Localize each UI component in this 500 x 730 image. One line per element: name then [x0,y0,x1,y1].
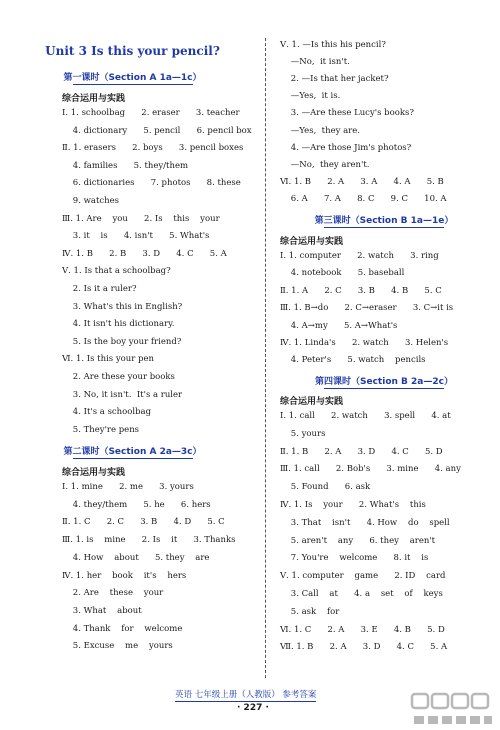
answer-line: 2. Is it a ruler? [62,284,137,294]
answer-line: —No, they aren't. [280,159,370,170]
section-4-title: 第四课时（Section B 2a—2c） [315,377,453,387]
answer-line: Ⅱ. 1. A 2. C 3. B 4. B 5. C [280,285,442,296]
answer-line: 6. dictionaries 7. photos 8. these [62,178,241,189]
answer-line: 4. families 5. they/them [62,160,189,171]
answer-line: 4. It's a schoolbag [62,407,152,418]
answer-line: —Yes, it is. [280,91,341,102]
answer-line: 7. You're welcome 8. it is [280,553,429,564]
answer-line: 6. A 7. A 8. C 9. C 10. A [280,193,447,204]
watermark-logo-icon [408,690,496,730]
column-divider [265,38,266,678]
answer-line: Ⅴ. 1. —Is this his pencil? [280,40,386,50]
answer-line: 3. What's this in English? [62,301,183,312]
answer-line: Ⅰ. 1. computer 2. watch 3. ring [280,251,439,261]
section-1-label: 综合运用与实践 [62,94,126,104]
answer-line: 5. Is the boy your friend? [62,336,182,347]
answer-line: —No, it isn't. [280,57,350,68]
answer-line: 3. —Are these Lucy's books? [280,108,414,119]
answer-line: 3. No, it isn't. It's a ruler [62,389,183,400]
answer-line: 2. Are these your [62,588,164,599]
section-4-label: 综合运用与实践 [280,397,344,407]
unit-title: Unit 3 Is this your pencil? [45,44,220,58]
answer-line: 4. —Are those Jim's photos? [280,142,412,153]
answer-line: 4. Peter's 5. watch pencils [280,355,426,366]
answer-line: Ⅵ. 1. Is this your pen [62,354,154,365]
answer-line: Ⅲ. 1. call 2. Bob's 3. mine 4. any [280,464,461,475]
answer-line: 5. They're pens [62,424,140,435]
answer-line: 4. notebook 5. baseball [280,268,405,279]
answer-line: Ⅳ. 1. B 2. B 3. D 4. C 5. A [62,248,227,259]
answer-line: Ⅴ. 1. Is that a schoolbag? [62,266,171,277]
answer-line: Ⅲ. 1. is mine 2. Is it 3. Thanks [62,535,236,546]
section-3-title: 第三课时（Section B 1a—1e） [314,216,454,226]
answer-line: Ⅳ. 1. Linda's 2. watch 3. Helen's [280,338,449,348]
answer-line: 9. watches [62,196,120,206]
answer-line: Ⅶ. 1. B 2. A 3. D 4. C 5. A [280,642,448,653]
answer-line: 4. Thank for welcome [62,623,183,634]
answer-line: 4. How about 5. they are [62,552,210,563]
answer-line: Ⅳ. 1. her book it's hers [62,570,187,581]
answer-line: Ⅰ. 1. call 2. watch 3. spell 4. at [280,411,451,421]
answer-line: Ⅱ. 1. C 2. C 3. B 4. D 5. C [62,517,225,528]
answer-line: —Yes, they are. [280,125,360,136]
answer-line: 5. aren't any 6. they aren't [280,535,436,546]
answer-line: 4. A→my 5. A→What's [280,320,398,331]
section-2-title: 第二课时（Section A 2a—3c） [63,447,202,457]
section-1-title: 第一课时（Section A 1a—1c） [63,73,202,83]
answer-line: 3. That isn't 4. How do spell [280,517,450,528]
page-number: · 227 · [237,703,269,713]
answer-line: 5. Excuse me yours [62,641,173,652]
answer-line: Ⅵ. 1. C 2. A 3. E 4. B 5. D [280,624,445,635]
answer-line: Ⅵ. 1. B 2. A 3. A 4. A 5. B [280,176,444,187]
answer-line: 4. dictionary 5. pencil 6. pencil box [62,125,252,136]
answer-line: Ⅴ. 1. computer game 2. ID card [280,571,446,582]
answer-line: 3. it is 4. isn't 5. What's [62,231,210,242]
answer-line: 2. —Is that her jacket? [280,74,389,85]
answer-line: Ⅲ. 1. Are you 2. Is this your [62,213,220,224]
answer-line: 4. they/them 5. he 6. hers [62,499,211,510]
answer-line: Ⅲ. 1. B→do 2. C→eraser 3. C→it is [280,303,454,314]
answer-line: Ⅰ. 1. schoolbag 2. eraser 3. teacher [62,108,240,118]
footer-text: 英语 七年级上册（人教版） 参考答案 [175,690,317,700]
answer-line: Ⅱ. 1. erasers 2. boys 3. pencil boxes [62,143,244,154]
answer-line: 3. What about [62,605,142,616]
answer-line: 5. Found 6. ask [280,482,371,493]
section-3-label: 综合运用与实践 [280,237,344,247]
answer-line: Ⅳ. 1. Is your 2. What's this [280,500,426,510]
section-2-label: 综合运用与实践 [62,468,126,478]
answer-line: 5. yours [280,428,326,439]
answer-line: Ⅱ. 1. B 2. A 3. D 4. C 5. D [280,446,443,457]
answer-line: 4. It isn't his dictionary. [62,319,175,330]
answer-line: 5. ask for [280,606,340,617]
answer-line: Ⅰ. 1. mine 2. me 3. yours [62,482,194,492]
answer-line: 2. Are these your books [62,372,175,382]
answer-line: 3. Call at 4. a set of keys [280,589,443,599]
